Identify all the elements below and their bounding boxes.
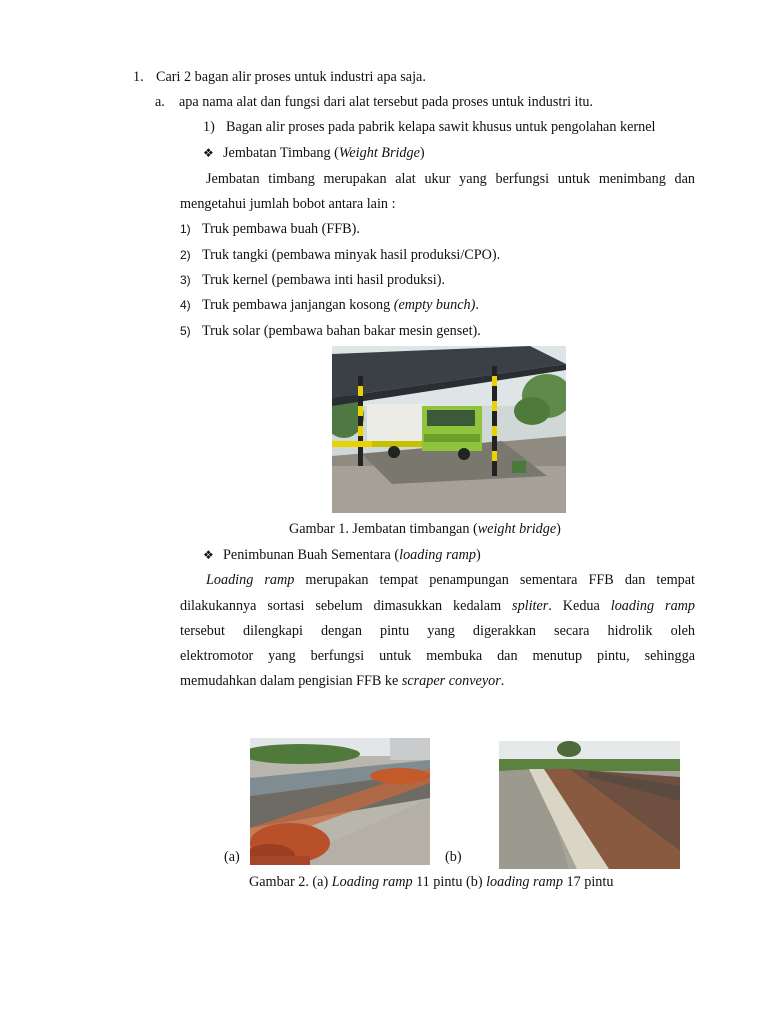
list-item xyxy=(180,296,479,314)
list-item-number: 5) xyxy=(180,324,191,338)
figure-2a-label: (a) xyxy=(224,849,240,865)
list-item-number: 3) xyxy=(180,273,191,287)
paragraph-loading-ramp-line2: dilakukannya sortasi sebelum dimasukkan kedalam spliter. Kedua loading ramp xyxy=(180,598,696,614)
loading-ramp-11-photo xyxy=(250,738,430,865)
bullet-weight-bridge xyxy=(203,144,425,162)
list-item-text: Truk pembawa janjangan kosong (empty bunch). xyxy=(202,297,479,313)
figure-2b-label: (b) xyxy=(445,849,462,865)
diamond-bullet-icon: ❖ xyxy=(203,548,214,562)
question-text: Cari 2 bagan alir proses untuk industri apa saja. xyxy=(156,69,426,85)
paragraph-loading-ramp-line3: tersebut dilengkapi dengan pintu yang digerakkan secara hidrolik oleh xyxy=(180,623,695,639)
paragraph-loading-ramp-line5: memudahkan dalam pengisian FFB ke scraper conveyor. xyxy=(180,673,505,689)
figure-1-caption: Gambar 1. Jembatan timbangan (weight bridge) xyxy=(289,521,561,537)
list-item-number: 2) xyxy=(180,248,191,262)
sub-question-text: apa nama alat dan fungsi dari alat tersebut pada proses untuk industri itu. xyxy=(179,94,594,110)
list-item-number: 4) xyxy=(180,298,191,312)
paragraph-weight-bridge-line2: mengetahui jumlah bobot antara lain : xyxy=(180,196,396,212)
bullet-loading-ramp xyxy=(203,546,481,564)
loading-ramp-17-photo xyxy=(499,741,680,869)
paragraph-loading-ramp-line1: Loading ramp merupakan tempat penampungan sementara FFB dan tempat xyxy=(206,572,695,588)
list-item xyxy=(180,271,445,289)
list-item-text: Truk pembawa buah (FFB). xyxy=(202,221,360,237)
list-item xyxy=(180,246,500,264)
diamond-bullet-icon: ❖ xyxy=(203,146,214,160)
bullet-text: Jembatan Timbang (Weight Bridge) xyxy=(223,145,425,161)
list-item-number: 1) xyxy=(180,222,191,236)
question-number: 1. xyxy=(133,69,144,85)
section-text: Bagan alir proses pada pabrik kelapa sawit khusus untuk pengolahan kernel xyxy=(226,119,656,135)
list-item-text: Truk solar (pembawa bahan bakar mesin genset). xyxy=(202,323,481,339)
bullet-text: Penimbunan Buah Sementara (loading ramp) xyxy=(223,547,481,563)
list-item xyxy=(180,322,481,340)
figure-2-caption: Gambar 2. (a) Loading ramp 11 pintu (b) loading ramp 17 pintu xyxy=(249,874,614,890)
paragraph-weight-bridge-line1: Jembatan timbang merupakan alat ukur yang berfungsi untuk menimbang dan xyxy=(206,171,695,187)
list-item-text: Truk kernel (pembawa inti hasil produksi). xyxy=(202,272,445,288)
sub-question-a xyxy=(155,93,593,111)
question-1 xyxy=(133,68,426,86)
list-item-text: Truk tangki (pembawa minyak hasil produksi/CPO). xyxy=(202,247,501,263)
list-item xyxy=(180,220,360,238)
paragraph-loading-ramp-line4: elektromotor yang berfungsi untuk membuka dan menutup pintu, sehingga xyxy=(180,648,695,664)
sub-question-letter: a. xyxy=(155,94,165,110)
section-heading-1 xyxy=(203,118,655,136)
section-number: 1) xyxy=(203,119,215,135)
weighbridge-photo xyxy=(332,346,566,513)
